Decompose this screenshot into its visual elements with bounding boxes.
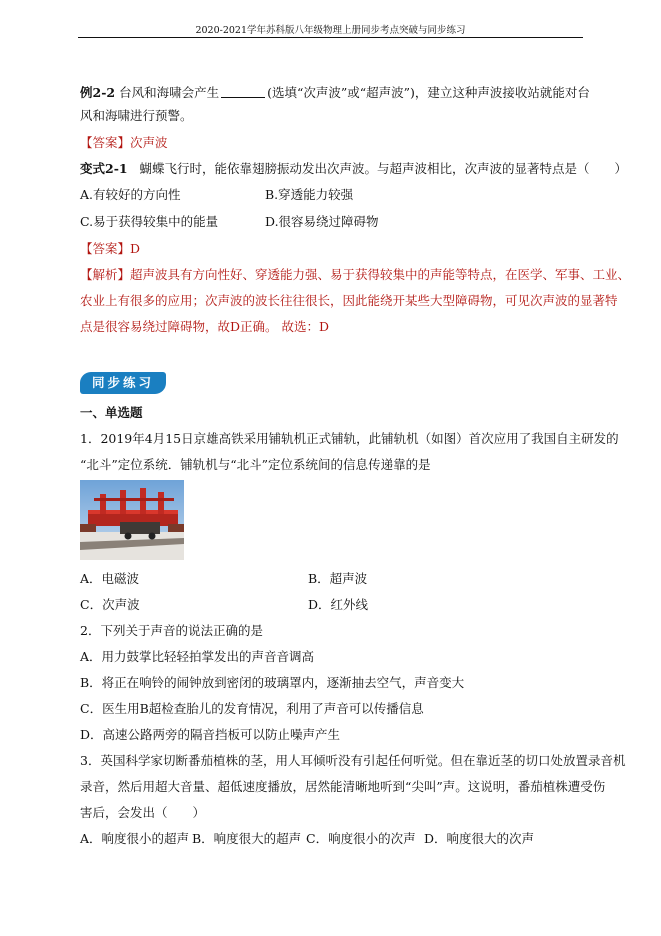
q1-line-2: “北斗”定位系统．铺轨机与“北斗”定位系统间的信息传递靠的是 [80, 457, 431, 472]
answer-blank [221, 85, 265, 98]
q3-line-3: 害后，会发出（ ） [80, 805, 206, 820]
q3-line-2: 录音，然后用超大音量、超低速度播放，居然能清晰地听到“尖叫”声。这说明，番茄植株遭受伤 [80, 779, 606, 794]
variant-label: 变式2-1 [80, 161, 128, 176]
q2-option-a: A．用力鼓掌比轻轻拍掌发出的声音音调高 [80, 649, 315, 664]
section-heading: 一、单选题 [80, 405, 143, 420]
q3-option-d: D．响度很大的次声 [424, 831, 535, 846]
q1-line-1: 1．2019年4月15日京雄高铁采用铺轨机正式铺轨，此铺轨机（如图）首次应用了我国自主研发的 [80, 431, 619, 446]
q1-option-d: D．红外线 [308, 597, 369, 612]
example-line-1 [80, 84, 590, 102]
track-laying-machine-photo [80, 480, 184, 560]
example-text-b: (选填“次声波”或“超声波”)，建立这种声波接收站就能对台 [267, 85, 590, 100]
variant-option-c: C.易于获得较集中的能量 [80, 214, 219, 229]
example-label: 例2-2 [80, 85, 116, 100]
analysis-line-2: 农业上有很多的应用；次声波的波长往往很长，因此能绕开某些大型障碍物，可见次声波的显著特 [80, 293, 618, 308]
analysis-line-1: 【解析】超声波具有方向性好、穿透能力强、易于获得较集中的声能等特点，在医学、军事、工业、 [80, 267, 631, 282]
q3-option-c: C．响度很小的次声 [306, 831, 416, 846]
variant-option-d: D.很容易绕过障碍物 [265, 214, 379, 229]
variant-line [80, 160, 627, 178]
variant-option-a: A.有较好的方向性 [80, 187, 181, 202]
page-header: 2020-2021学年苏科版八年级物理上册同步考点突破与同步练习 [195, 25, 466, 36]
q3-option-a: A．响度很小的超声 [80, 831, 190, 846]
variant-answer: 【答案】D [80, 241, 141, 256]
q2-option-b: B．将正在响铃的闹钟放到密闭的玻璃罩内，逐渐抽去空气，声音变大 [80, 675, 465, 690]
q1-option-b: B．超声波 [308, 571, 368, 586]
example-line-2: 风和海啸进行预警。 [80, 108, 193, 123]
analysis-line-3: 点是很容易绕过障碍物，故D正确。 故选：D [80, 319, 330, 334]
q1-option-a: A．电磁波 [80, 571, 140, 586]
q1-option-c: C．次声波 [80, 597, 140, 612]
q2-stem: 2．下列关于声音的说法正确的是 [80, 623, 263, 638]
q3-option-b: B．响度很大的超声 [192, 831, 302, 846]
variant-text: 蝴蝶飞行时，能依靠翅膀振动发出次声波。与超声波相比，次声波的显著特点是（ ） [139, 161, 628, 176]
header-rule [78, 37, 583, 38]
example-answer: 【答案】次声波 [80, 135, 168, 150]
q2-option-c: C．医生用B超检查胎儿的发育情况，利用了声音可以传播信息 [80, 701, 424, 716]
q3-line-1: 3．英国科学家切断番茄植株的茎，用人耳倾听没有引起任何听觉。但在靠近茎的切口处放置录音机 [80, 753, 626, 768]
section-badge: 同步练习 [80, 372, 166, 394]
q2-option-d: D．高速公路两旁的隔音挡板可以防止噪声产生 [80, 727, 341, 742]
example-text-a: 台风和海啸会产生 [119, 85, 220, 100]
variant-option-b: B.穿透能力较强 [265, 187, 354, 202]
